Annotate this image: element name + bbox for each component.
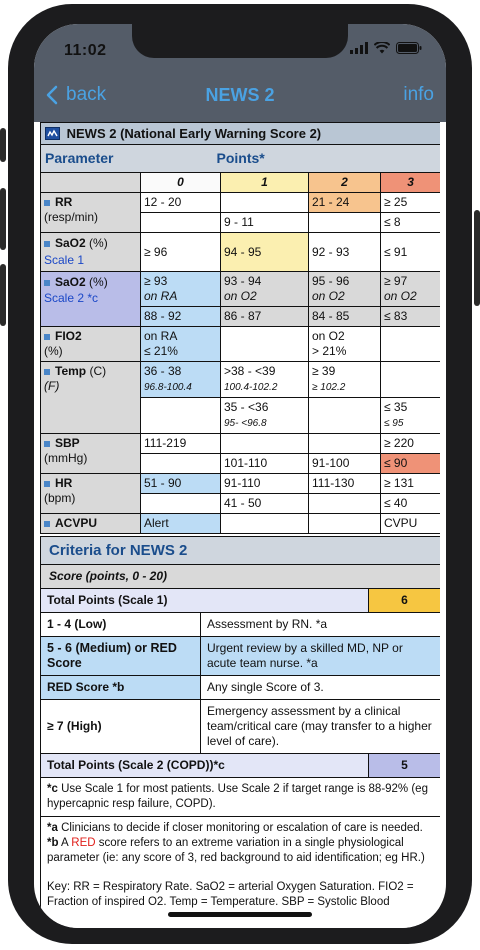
- back-label: back: [66, 84, 107, 105]
- criteria-table: [40, 536, 440, 914]
- points-header: [141, 145, 441, 173]
- total-scale2-label: Total Points (Scale 2 (COPD))*c: [41, 754, 369, 778]
- sao2-2-cell: 84 - 85: [309, 307, 381, 327]
- bullet-icon: [44, 441, 50, 447]
- red-word: RED: [71, 837, 96, 849]
- sbp-cell: [221, 434, 309, 454]
- param-unit: (resp/min): [44, 210, 99, 224]
- criteria-text: Urgent review by a skilled MD, NP or acute team nurse. *a: [201, 637, 441, 676]
- cell-note: ≤ 95: [384, 418, 404, 429]
- volume-down-button: [0, 264, 6, 326]
- note-text: A: [58, 837, 72, 849]
- temp-cell: [141, 398, 221, 434]
- param-unit: (%): [85, 275, 108, 289]
- note-text: score refers to an extreme variation in a single physiological parameter (ie: any score of 3, red background to aid identification; eg HR.): [47, 837, 425, 864]
- bullet-icon: [44, 521, 50, 527]
- scale-label: Scale 2 *c: [44, 291, 99, 305]
- bullet-icon: [44, 200, 50, 206]
- cell-value: 95 - 96: [312, 274, 350, 288]
- bullet-icon: [44, 369, 50, 375]
- param-unit: (F): [44, 379, 60, 393]
- cell-note: on O2: [312, 289, 345, 303]
- sbp-cell: [309, 434, 381, 454]
- param-name: HR: [55, 476, 73, 490]
- hr-cell: 111-130: [309, 474, 381, 494]
- sao2-cell: 94 - 95: [221, 233, 309, 272]
- hr-cell: ≥ 131: [381, 474, 441, 494]
- volume-up-button: [0, 188, 6, 250]
- param-name: SaO2: [55, 236, 86, 250]
- points-0: 0: [141, 173, 221, 193]
- criteria-text: Assessment by RN. *a: [201, 613, 441, 637]
- points-3: 3: [381, 173, 441, 193]
- cell-value: ≥ 93: [144, 274, 168, 288]
- home-indicator[interactable]: [168, 912, 312, 917]
- sbp-cell: ≥ 220: [381, 434, 441, 454]
- bullet-icon: [44, 481, 50, 487]
- cell-value: on O2: [312, 329, 345, 343]
- table-title: NEWS 2 (National Early Warning Score 2): [66, 126, 322, 141]
- hr-cell: ≤ 40: [381, 494, 441, 514]
- param-name: RR: [55, 195, 73, 209]
- fio2-cell: [141, 327, 221, 362]
- param-rr: [41, 193, 141, 233]
- cell-value: > 21%: [312, 344, 347, 358]
- param-temp: [41, 362, 141, 434]
- note-key: *b: [47, 837, 59, 849]
- param-name: SBP: [55, 436, 80, 450]
- cell-note: on RA: [144, 289, 178, 303]
- cell-value: ≤ 35: [384, 400, 408, 414]
- fio2-cell: [221, 327, 309, 362]
- param-acvpu: [41, 514, 141, 534]
- info-button[interactable]: info: [403, 84, 434, 105]
- news2-table: [40, 122, 440, 534]
- param-unit: (%): [85, 236, 108, 250]
- rr-cell: ≤ 8: [381, 213, 441, 233]
- param-name: ACVPU: [55, 516, 98, 530]
- total-scale1-value: 6: [369, 589, 441, 613]
- wifi-icon: [374, 42, 390, 54]
- fio2-cell: [381, 327, 441, 362]
- notch: [132, 24, 348, 58]
- bullet-icon: [44, 241, 50, 247]
- temp-cell: [309, 398, 381, 434]
- cell-value: 93 - 94: [224, 274, 262, 288]
- temp-cell: [141, 362, 221, 398]
- acvpu-cell: Alert: [141, 514, 221, 534]
- parameter-header: Parameter: [41, 145, 141, 173]
- navigation-bar: [34, 70, 446, 122]
- hr-cell: 41 - 50: [221, 494, 309, 514]
- signal-icon: [350, 42, 368, 54]
- temp-cell: [221, 398, 309, 434]
- cell-value: ≥ 97: [384, 274, 408, 288]
- sao2-2-cell: 86 - 87: [221, 307, 309, 327]
- content-area[interactable]: [40, 122, 440, 928]
- temp-cell: [309, 362, 381, 398]
- rr-cell: ≥ 25: [381, 193, 441, 213]
- rr-cell: [221, 193, 309, 213]
- sbp-cell: [141, 454, 221, 474]
- points-label: Points*: [216, 150, 265, 166]
- param-unit: (%): [44, 344, 63, 358]
- status-bar: [34, 24, 446, 70]
- battery-icon: [396, 42, 422, 54]
- sao2-cell: ≤ 91: [381, 233, 441, 272]
- cell-note: 95- <96.8: [224, 418, 267, 429]
- param-name: SaO2: [55, 275, 86, 289]
- points-1: 1: [221, 173, 309, 193]
- scale-label: Scale 1: [44, 253, 85, 267]
- note-text: Use Scale 1 for most patients. Use Scale 2 if target range is 88-92% (eg hypercapnic resp failure, COPD).: [47, 783, 428, 810]
- total-scale2-value: 5: [369, 754, 441, 778]
- cell-value: ≥ 39: [312, 364, 336, 378]
- temp-cell: [221, 362, 309, 398]
- note-text: Clinicians to decide if closer monitoring or escalation of care is needed.: [57, 822, 423, 834]
- criteria-title: Criteria for NEWS 2: [41, 537, 441, 565]
- param-hr: [41, 474, 141, 514]
- hr-cell: [141, 494, 221, 514]
- criteria-label: RED Score *b: [41, 676, 201, 700]
- param-unit: (mmHg): [44, 451, 88, 465]
- acvpu-cell: [309, 514, 381, 534]
- rr-cell: 21 - 24: [309, 193, 381, 213]
- param-name: Temp: [55, 364, 87, 378]
- cell-value: 35 - <36: [224, 400, 269, 414]
- sao2-2-cell: [141, 272, 221, 307]
- note-key: *c: [47, 783, 58, 795]
- table-title-cell: [41, 123, 441, 145]
- cell-note: 100.4-102.2: [224, 382, 278, 393]
- cell-value: >38 - <39: [224, 364, 276, 378]
- rr-cell: 9 - 11: [221, 213, 309, 233]
- note-b: [47, 836, 434, 866]
- rr-cell: [141, 213, 221, 233]
- criteria-label: 5 - 6 (Medium) or RED Score: [41, 637, 201, 676]
- sao2-2-cell: 88 - 92: [141, 307, 221, 327]
- sao2-2-cell: [221, 272, 309, 307]
- param-sao2-scale2: [41, 272, 141, 327]
- acvpu-cell: CVPU: [381, 514, 441, 534]
- bullet-icon: [44, 334, 50, 340]
- sao2-2-cell: [381, 272, 441, 307]
- param-unit: (bpm): [44, 491, 76, 505]
- rr-cell: [309, 213, 381, 233]
- param-sao2-scale1: [41, 233, 141, 272]
- param-fio2: [41, 327, 141, 362]
- sbp-cell: ≤ 90: [381, 454, 441, 474]
- sao2-cell: 92 - 93: [309, 233, 381, 272]
- mute-switch: [0, 128, 6, 162]
- sao2-cell: ≥ 96: [141, 233, 221, 272]
- hr-cell: 51 - 90: [141, 474, 221, 494]
- cell-value: on RA: [144, 329, 178, 343]
- points-blank-cell: [41, 173, 141, 193]
- total-scale1-label: Total Points (Scale 1): [41, 589, 369, 613]
- cell-note: 96.8-100.4: [144, 382, 192, 393]
- sao2-2-cell: ≤ 83: [381, 307, 441, 327]
- cell-note: ≥ 102.2: [312, 382, 346, 393]
- bullet-icon: [44, 280, 50, 286]
- nav-title: NEWS 2: [205, 85, 275, 105]
- temp-cell: [381, 362, 441, 398]
- power-button: [474, 210, 480, 306]
- cell-value: 36 - 38: [144, 364, 182, 378]
- param-name: FIO2: [55, 329, 82, 343]
- notes-footer: [41, 817, 441, 915]
- param-unit: (C): [86, 364, 107, 378]
- temp-cell: [381, 398, 441, 434]
- status-icons: [350, 42, 422, 54]
- param-sbp: [41, 434, 141, 474]
- sao2-2-cell: [309, 272, 381, 307]
- hr-cell: [309, 494, 381, 514]
- note-a: [47, 821, 434, 836]
- status-time: 11:02: [64, 42, 107, 59]
- criteria-subtitle: Score (points, 0 - 20): [41, 565, 441, 589]
- criteria-text: Any single Score of 3.: [201, 676, 441, 700]
- note-key: *a: [47, 822, 58, 834]
- fio2-cell: [309, 327, 381, 362]
- rr-cell: 12 - 20: [141, 193, 221, 213]
- note-c: [41, 778, 441, 817]
- criteria-label: 1 - 4 (Low): [41, 613, 201, 637]
- screen: [34, 24, 446, 928]
- criteria-text: Emergency assessment by a clinical team/critical care (may transfer to a higher level of care).: [201, 700, 441, 754]
- key-text: Key: RR = Respiratory Rate. SaO2 = arterial Oxygen Saturation. FIO2 = Fraction of inspired O2. Temp = Temperature. SBP = Systolic Blood: [47, 881, 414, 908]
- acvpu-cell: [221, 514, 309, 534]
- cell-value: ≤ 21%: [144, 344, 178, 358]
- criteria-label: ≥ 7 (High): [41, 700, 201, 754]
- news-logo-icon: [45, 127, 60, 140]
- cell-note: on O2: [224, 289, 257, 303]
- points-2: 2: [309, 173, 381, 193]
- cell-note: on O2: [384, 289, 417, 303]
- sbp-cell: 111-219: [141, 434, 221, 454]
- sbp-cell: 91-100: [309, 454, 381, 474]
- hr-cell: 91-110: [221, 474, 309, 494]
- sbp-cell: 101-110: [221, 454, 309, 474]
